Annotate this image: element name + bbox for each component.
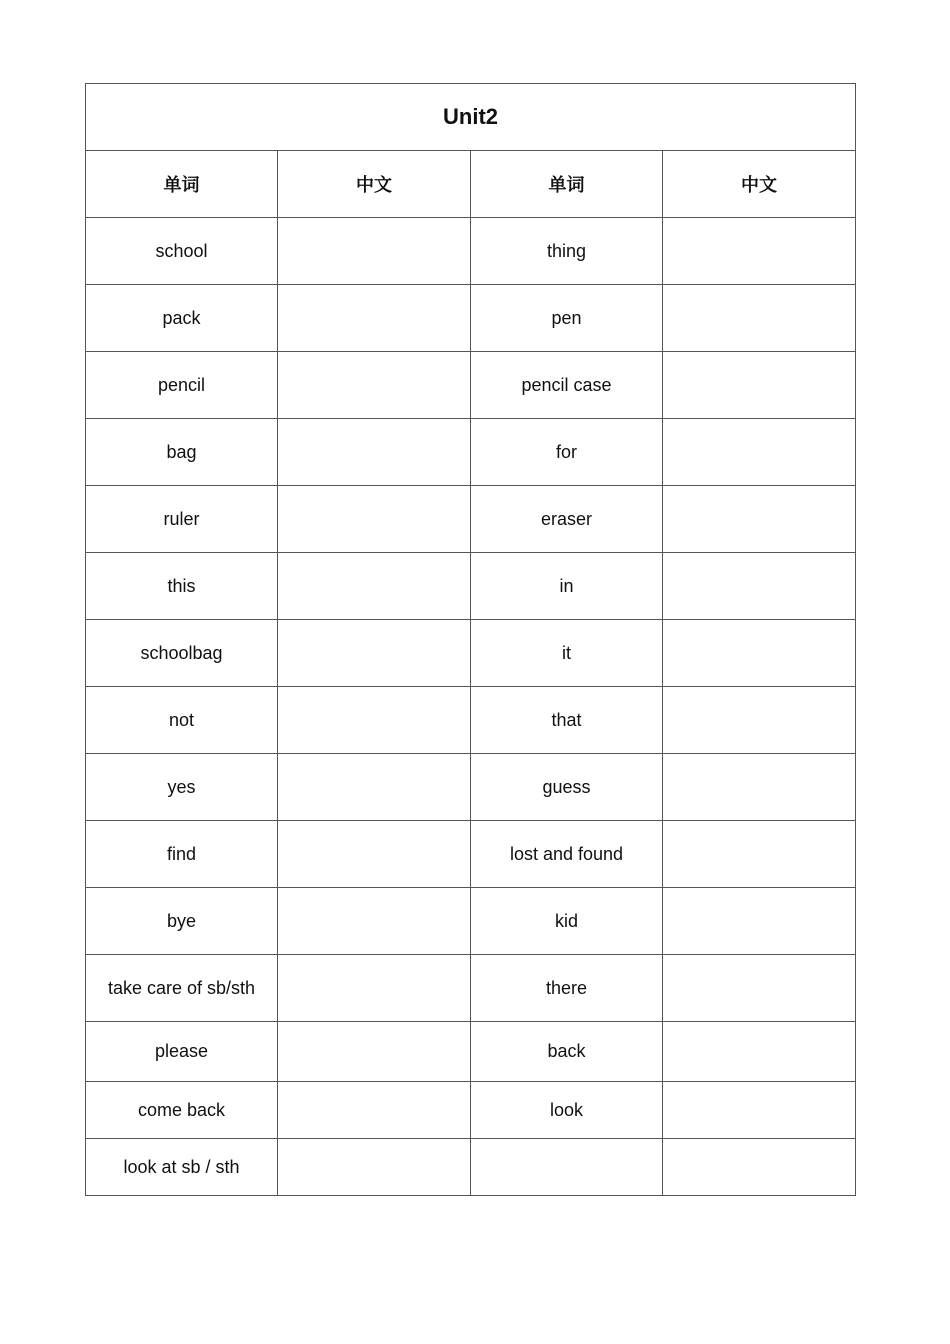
chinese-cell[interactable] — [278, 352, 471, 419]
header-word-2: 单词 — [471, 151, 663, 218]
word-cell: pencil — [86, 352, 278, 419]
chinese-cell[interactable] — [663, 821, 856, 888]
chinese-cell[interactable] — [278, 888, 471, 955]
table-row — [86, 1139, 856, 1196]
table-row — [86, 888, 856, 955]
word-cell: come back — [86, 1082, 278, 1139]
word-cell: for — [471, 419, 663, 486]
table-row — [86, 285, 856, 352]
word-cell — [471, 1139, 663, 1196]
chinese-cell[interactable] — [278, 1082, 471, 1139]
header-word-1: 单词 — [86, 151, 278, 218]
chinese-cell[interactable] — [278, 821, 471, 888]
word-cell: thing — [471, 218, 663, 285]
word-cell: please — [86, 1022, 278, 1082]
chinese-cell[interactable] — [663, 419, 856, 486]
word-cell: pen — [471, 285, 663, 352]
table-row — [86, 1022, 856, 1082]
word-cell: ruler — [86, 486, 278, 553]
chinese-cell[interactable] — [663, 1082, 856, 1139]
header-chinese-2: 中文 — [663, 151, 856, 218]
chinese-cell[interactable] — [278, 754, 471, 821]
word-cell: it — [471, 620, 663, 687]
chinese-cell[interactable] — [278, 620, 471, 687]
table-row — [86, 553, 856, 620]
table-row — [86, 754, 856, 821]
chinese-cell[interactable] — [278, 285, 471, 352]
word-cell: that — [471, 687, 663, 754]
table-title: Unit2 — [86, 84, 856, 151]
word-cell: there — [471, 955, 663, 1022]
table-row — [86, 821, 856, 888]
vocabulary-table — [85, 83, 856, 1196]
chinese-cell[interactable] — [278, 486, 471, 553]
word-cell: bag — [86, 419, 278, 486]
chinese-cell[interactable] — [663, 285, 856, 352]
word-cell: school — [86, 218, 278, 285]
chinese-cell[interactable] — [663, 888, 856, 955]
chinese-cell[interactable] — [663, 553, 856, 620]
chinese-cell[interactable] — [663, 754, 856, 821]
word-cell: bye — [86, 888, 278, 955]
word-cell: look — [471, 1082, 663, 1139]
word-cell: find — [86, 821, 278, 888]
table-row — [86, 218, 856, 285]
table-row — [86, 419, 856, 486]
chinese-cell[interactable] — [278, 1139, 471, 1196]
word-cell: back — [471, 1022, 663, 1082]
word-cell: kid — [471, 888, 663, 955]
word-cell: this — [86, 553, 278, 620]
chinese-cell[interactable] — [278, 955, 471, 1022]
word-cell: yes — [86, 754, 278, 821]
chinese-cell[interactable] — [663, 687, 856, 754]
word-cell: in — [471, 553, 663, 620]
chinese-cell[interactable] — [663, 486, 856, 553]
table-row — [86, 687, 856, 754]
table-row — [86, 1082, 856, 1139]
chinese-cell[interactable] — [663, 352, 856, 419]
table-row — [86, 955, 856, 1022]
chinese-cell[interactable] — [278, 419, 471, 486]
table-row — [86, 486, 856, 553]
word-cell: take care of sb/sth — [86, 955, 278, 1022]
chinese-cell[interactable] — [278, 553, 471, 620]
word-cell: look at sb / sth — [86, 1139, 278, 1196]
chinese-cell[interactable] — [278, 687, 471, 754]
chinese-cell[interactable] — [663, 955, 856, 1022]
word-cell: eraser — [471, 486, 663, 553]
word-cell: pack — [86, 285, 278, 352]
chinese-cell[interactable] — [663, 620, 856, 687]
table-row — [86, 352, 856, 419]
header-chinese-1: 中文 — [278, 151, 471, 218]
table-row — [86, 620, 856, 687]
chinese-cell[interactable] — [278, 1022, 471, 1082]
chinese-cell[interactable] — [663, 1022, 856, 1082]
word-cell: guess — [471, 754, 663, 821]
word-cell: lost and found — [471, 821, 663, 888]
word-cell: pencil case — [471, 352, 663, 419]
chinese-cell[interactable] — [663, 218, 856, 285]
word-cell: schoolbag — [86, 620, 278, 687]
chinese-cell[interactable] — [278, 218, 471, 285]
chinese-cell[interactable] — [663, 1139, 856, 1196]
word-cell: not — [86, 687, 278, 754]
